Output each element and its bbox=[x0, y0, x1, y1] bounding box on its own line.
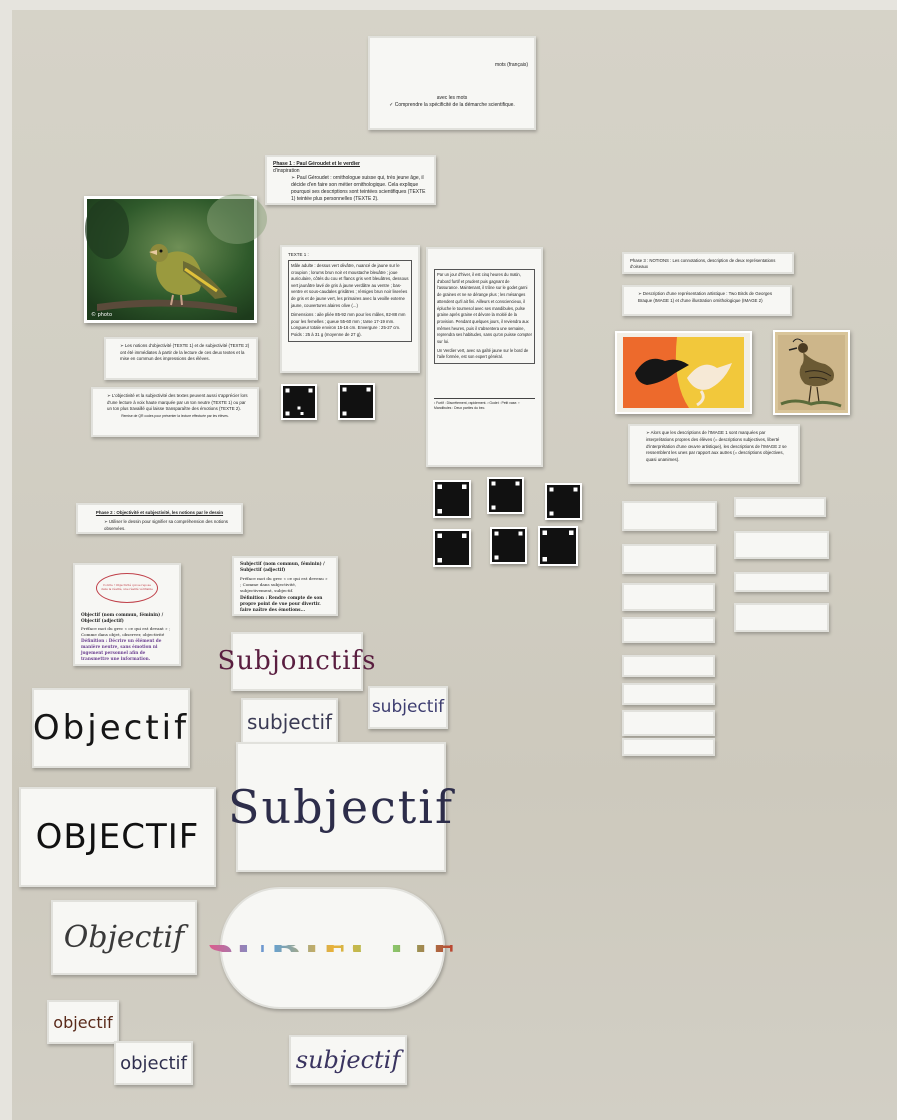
qr-code-icon bbox=[281, 384, 317, 420]
student-slip bbox=[734, 572, 829, 592]
wall-left-edge bbox=[0, 0, 12, 1120]
note1-text: ➢ Les notions d'objectivité (TEXTE 1) et de subjectivité (TEXTE 2) ont été immédiates à partir de la lecture de ces deux textes et la mise en commun des impressions des élèves. bbox=[120, 343, 250, 362]
texte1-body: Mâle adulte : dessus vert olivâtre, nuancé de jaune sur le croupion ; lorums brun noir et moustache bleuâtre ; joue auriculaire, côtés du cou et flancs gris vert bleuâtres, dessous vert jaunâtre lavé de gris à jaune verdâtre au ventre ; bas-ventre et sous-caudales grisâtres ; rémiges brun noir liserées de gris et de jaune vert, les primaires avec la vexille externe jaune, couvertures alaires olive (...) bbox=[291, 263, 409, 308]
qr-code-icon bbox=[487, 477, 524, 514]
def-obj-preface: Préface mot du grec « ce qui est devant » ; Comme dans objet, observer, objectivité bbox=[81, 626, 171, 637]
phase2-title: Phase 2 : Objectivité et subjectivité, les notions par le dessin bbox=[95, 510, 224, 515]
word-objectif-caps-text: OBJECTIF bbox=[35, 816, 200, 857]
heron-illustration bbox=[773, 330, 850, 415]
texte2-card bbox=[426, 247, 543, 467]
note2-small: Remise de QR codes pour présenter la lecture effectuée par les élèves. bbox=[121, 413, 229, 418]
phase3-bullet: ➢ Description d'une représentation artistique : Two Birds de Georges Braque (IMAGE 1) et d'une illustration ornithologique (IMAGE 2) bbox=[638, 291, 773, 303]
def-sub-definition: Définition : Rendre compte de son propre point de vue pour divertir. faire naître des émotions... bbox=[240, 596, 323, 614]
wall-top-edge bbox=[0, 0, 897, 10]
phase3-card bbox=[622, 252, 794, 274]
texte2-end: Un Verdier vert, avec sa gaîté jaune sur le bord de l'aile formée, est son expert général. bbox=[437, 347, 529, 360]
word-subjonctifs bbox=[217, 632, 377, 691]
word-objectif-eye bbox=[32, 688, 190, 768]
texte1-dims: Dimensions : aile pliée 85-92 mm pour les mâles, 82-88 mm pour les femelles ; queue 55-60 mm ; tarse 17-19 mm. Longueur totale environ 15-16 cm. Envergure : 25-27 cm. Poids : 25 à 31 g (moyenne de 27 g). bbox=[291, 312, 406, 337]
student-slip bbox=[734, 603, 829, 632]
def-sub-title: Subjectif (nom commun, féminin) / Subjectif (adjectif) bbox=[240, 562, 325, 573]
student-slip bbox=[734, 531, 829, 559]
word-subjectif-right bbox=[368, 686, 448, 729]
note2-text: ➢ L'objectivité et la subjectivité des textes peuvent aussi s'apprécier lors d'une lecture à voix haute marquée par un ton neutre (TEXTE 1) ou par un ton plus travaillé qui laisse transparaître des émotions (TEXTE 2). bbox=[107, 393, 248, 412]
word-objectif-small-1-text: objectif bbox=[53, 1012, 113, 1032]
title-line3: ✓ Comprendre la spécificité de la démarche scientifique. bbox=[389, 102, 515, 108]
student-slip bbox=[622, 583, 715, 611]
phase1-card bbox=[265, 155, 436, 205]
cloud-bubble bbox=[96, 573, 158, 603]
word-objectif-cursive-text: Objectif bbox=[63, 920, 185, 955]
phase1-bullet: ➢ Paul Géroudet : ornithologue suisse qui, très jeune âge, il décide d'en faire son métier ornithologique. Cela explique pourquoi ses descriptions sont teintées scientifiques (TEXTE 1) teintée plus personnelles (TEXTE 2). bbox=[291, 175, 426, 202]
phase3-title: Phase 3 : NOTIONS : Les connotations, description de deux représentations d'oiseaux bbox=[630, 258, 776, 269]
student-slip bbox=[622, 501, 717, 531]
texte2-body: Par un jour d'hiver, il est cinq heures du matin, d'abord furtif et prudent puis gagnant de l'assurance. Maintenant, il trône sur le godet garni de graines et ne se dérange plus ; les mésanges attendent qu'il ait fini. Ailleurs et consciencieux, il épluche le tournesol avec ses mandibules, pulse graine après graine et dévore la moitié de la provision. Pendant quelques jours, il reviendra aux mêmes heures, puis il s'absentera une semaine, reprendra ses habitudes, sans qu'on puisse compter sur lui. bbox=[437, 272, 532, 345]
word-subjectif-big bbox=[227, 742, 455, 872]
svg-text:© photo: © photo bbox=[91, 312, 113, 318]
student-slip bbox=[622, 617, 715, 643]
word-objectif-small-2-text: objectif bbox=[120, 1052, 187, 1074]
qr-code-icon bbox=[538, 526, 578, 566]
student-slip bbox=[622, 655, 715, 677]
student-slip bbox=[622, 544, 716, 574]
def-obj-definition: Définition : Décrire un élément de manière neutre, sans émotion ni jugement personnel afin de transmettre une information. bbox=[81, 638, 162, 662]
phase1-title: Phase 1 : Paul Géroudet et le verdier bbox=[273, 161, 360, 167]
word-subjectif-small-text: subjectif bbox=[246, 709, 333, 734]
note-objectivity-2 bbox=[91, 387, 259, 437]
word-subjectif-colorful bbox=[206, 887, 459, 1009]
student-slip bbox=[622, 738, 715, 756]
word-subjectif-right-text: subjectif bbox=[371, 697, 445, 717]
bird-photo bbox=[84, 196, 257, 323]
qr-code-icon bbox=[545, 483, 582, 520]
phase2-bullet: ➢ Utiliser le dessin pour signifier sa compréhension des notions observées. bbox=[104, 519, 228, 531]
phase3-conclusion bbox=[628, 424, 800, 484]
def-obj-title: Objectif (nom commun, féminin) / Objectif (adjectif) bbox=[81, 613, 164, 624]
texte1-label: TEXTE 1 : bbox=[288, 252, 309, 257]
word-subjectif-bottom bbox=[289, 1035, 407, 1085]
word-subjectif-colorful-text: SUBJECTIF bbox=[206, 925, 459, 971]
greenfinch-photo-icon bbox=[87, 199, 254, 320]
texte2-footnotes: ¹ Furtif : Discrètement, rapidement. ² Godet : Petit vase. ³ Mandibules : Deux parties du bec. bbox=[434, 398, 535, 410]
word-subjectif-big-text: Subjectif bbox=[227, 779, 455, 834]
qr-code-icon bbox=[338, 383, 375, 420]
braque-painting bbox=[615, 331, 752, 414]
cloud-text: Contre ! Objectivité qui se repose dans la réalité, une réalité vérifiable bbox=[101, 583, 153, 591]
title-line1: mots (français) bbox=[494, 62, 528, 68]
word-objectif-cursive bbox=[51, 900, 197, 975]
qr-code-icon bbox=[433, 480, 471, 518]
phase3-description bbox=[622, 285, 792, 316]
phase3-conclusion-text: ➢ Alors que les descriptions de l'IMAGE 1 sont marquées par interprétations propres des élèves (= descriptions subjectives, liberté d'interprétation d'une œuvre artistique), les descriptions de l'IMAGE 2 se ressemblent les unes par rapport aux autres (= descriptions objectives, quasi unanimes). bbox=[646, 430, 787, 463]
heron-illustration-icon bbox=[775, 332, 848, 413]
word-subjonctifs-text: Subjonctifs bbox=[217, 646, 377, 676]
word-objectif-eye-text: Objectif bbox=[32, 707, 190, 748]
texte1-inner bbox=[288, 260, 412, 342]
definition-objectif bbox=[73, 563, 181, 666]
braque-painting-icon bbox=[617, 333, 750, 412]
phase2-card bbox=[76, 503, 243, 534]
phase1-subtitle: d'inspiration bbox=[273, 168, 300, 174]
def-sub-preface: Préface mot du grec « ce qui est devenu » ; Comme dans subjectivité, subjectivement, subjectif. bbox=[240, 576, 328, 593]
qr-code-icon bbox=[490, 527, 527, 564]
word-subjectif-bottom-text: subjectif bbox=[295, 1045, 401, 1074]
title-line2: avec les mots bbox=[436, 95, 468, 101]
definition-subjectif bbox=[232, 556, 338, 616]
word-objectif-caps bbox=[19, 787, 216, 887]
word-subjectif-small bbox=[241, 698, 338, 746]
student-slip bbox=[622, 710, 715, 736]
student-slip bbox=[734, 497, 826, 517]
student-slip bbox=[622, 683, 715, 705]
texte1-card bbox=[280, 245, 420, 373]
title-card bbox=[368, 36, 536, 130]
note-objectivity-1 bbox=[104, 337, 258, 380]
word-objectif-small-1 bbox=[47, 1000, 119, 1044]
word-objectif-small-2 bbox=[114, 1041, 193, 1085]
qr-code-icon bbox=[433, 529, 471, 567]
texte2-inner bbox=[434, 269, 535, 364]
